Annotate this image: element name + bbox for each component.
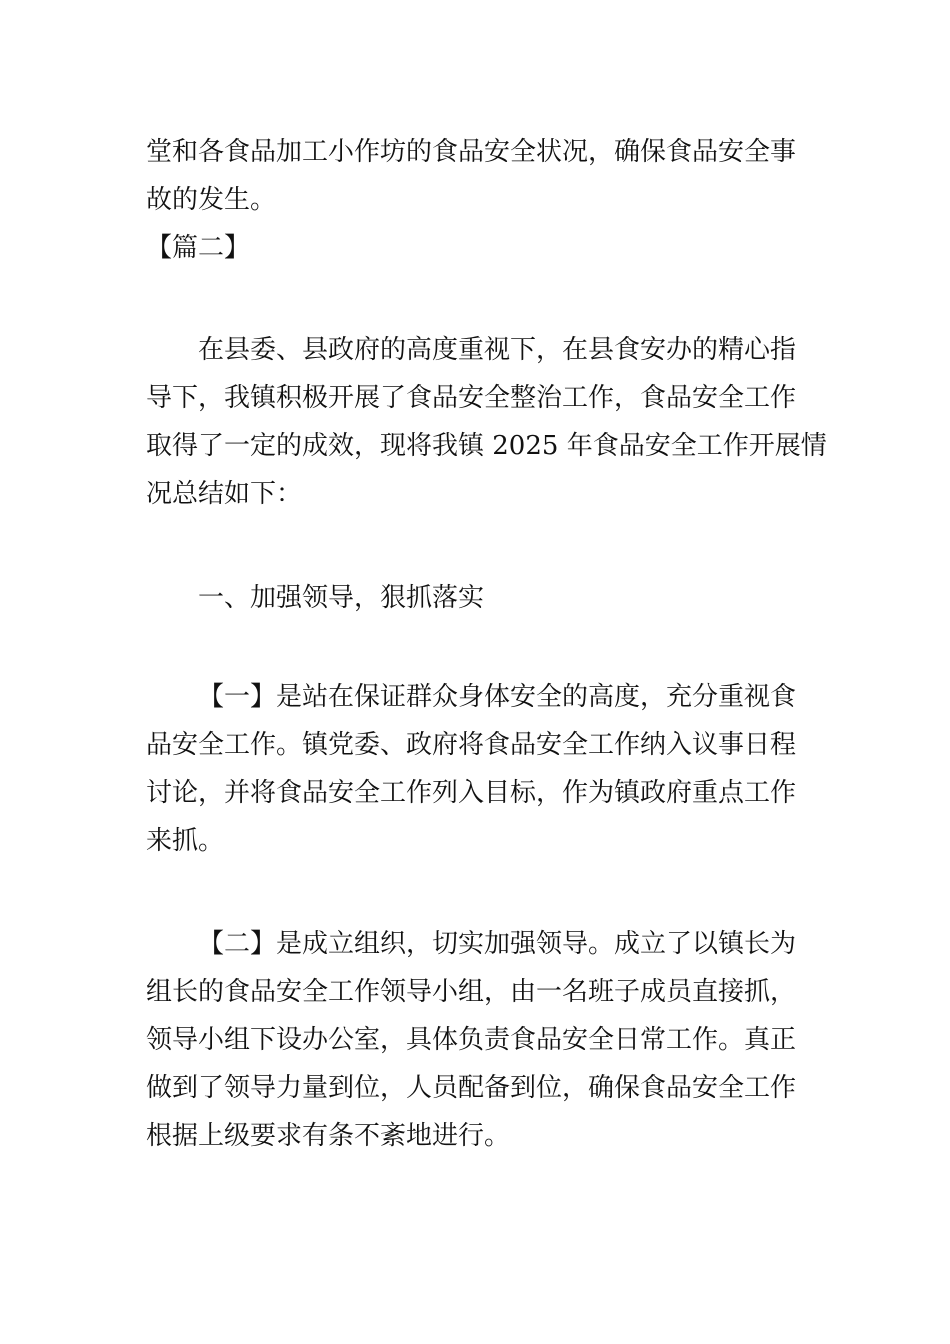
text-line: 根据上级要求有条不紊地进行。 xyxy=(146,1121,511,1151)
text-line: 【一】是站在保证群众身体安全的高度，充分重视食 xyxy=(198,682,797,712)
text-line: 品安全工作。镇党委、政府将食品安全工作纳入议事日程 xyxy=(146,730,797,760)
part-heading xyxy=(146,224,806,272)
text-line: 堂和各食品加工小作坊的食品安全状况，确保食品安全事 xyxy=(146,137,797,167)
heading-line: 一、加强领导，狠抓落实 xyxy=(198,583,485,613)
body-paragraph xyxy=(146,673,806,865)
heading-line: 【篇二】 xyxy=(146,233,251,263)
text-line: 领导小组下设办公室，具体负责食品安全日常工作。真正 xyxy=(146,1025,797,1055)
intro-paragraph xyxy=(146,326,827,518)
text-line: 况总结如下： xyxy=(146,479,303,509)
text-line: 导下，我镇积极开展了食品安全整治工作，食品安全工作 xyxy=(146,383,797,413)
text-line: 【二】是成立组织，切实加强领导。成立了以镇长为 xyxy=(198,929,797,959)
text-line: 讨论，并将食品安全工作列入目标，作为镇政府重点工作 xyxy=(146,778,797,808)
text-line: 故的发生。 xyxy=(146,185,277,215)
text-line: 做到了领导力量到位，人员配备到位，确保食品安全工作 xyxy=(146,1073,797,1103)
body-paragraph xyxy=(146,920,806,1160)
paragraph-continuation xyxy=(146,128,806,224)
text-line: 取得了一定的成效，现将我镇 2025 年食品安全工作开展情 xyxy=(146,431,827,461)
text-line: 在县委、县政府的高度重视下，在县食安办的精心指 xyxy=(198,335,797,365)
section-heading xyxy=(146,574,806,622)
text-line: 组长的食品安全工作领导小组，由一名班子成员直接抓， xyxy=(146,977,797,1007)
text-line: 来抓。 xyxy=(146,826,225,856)
